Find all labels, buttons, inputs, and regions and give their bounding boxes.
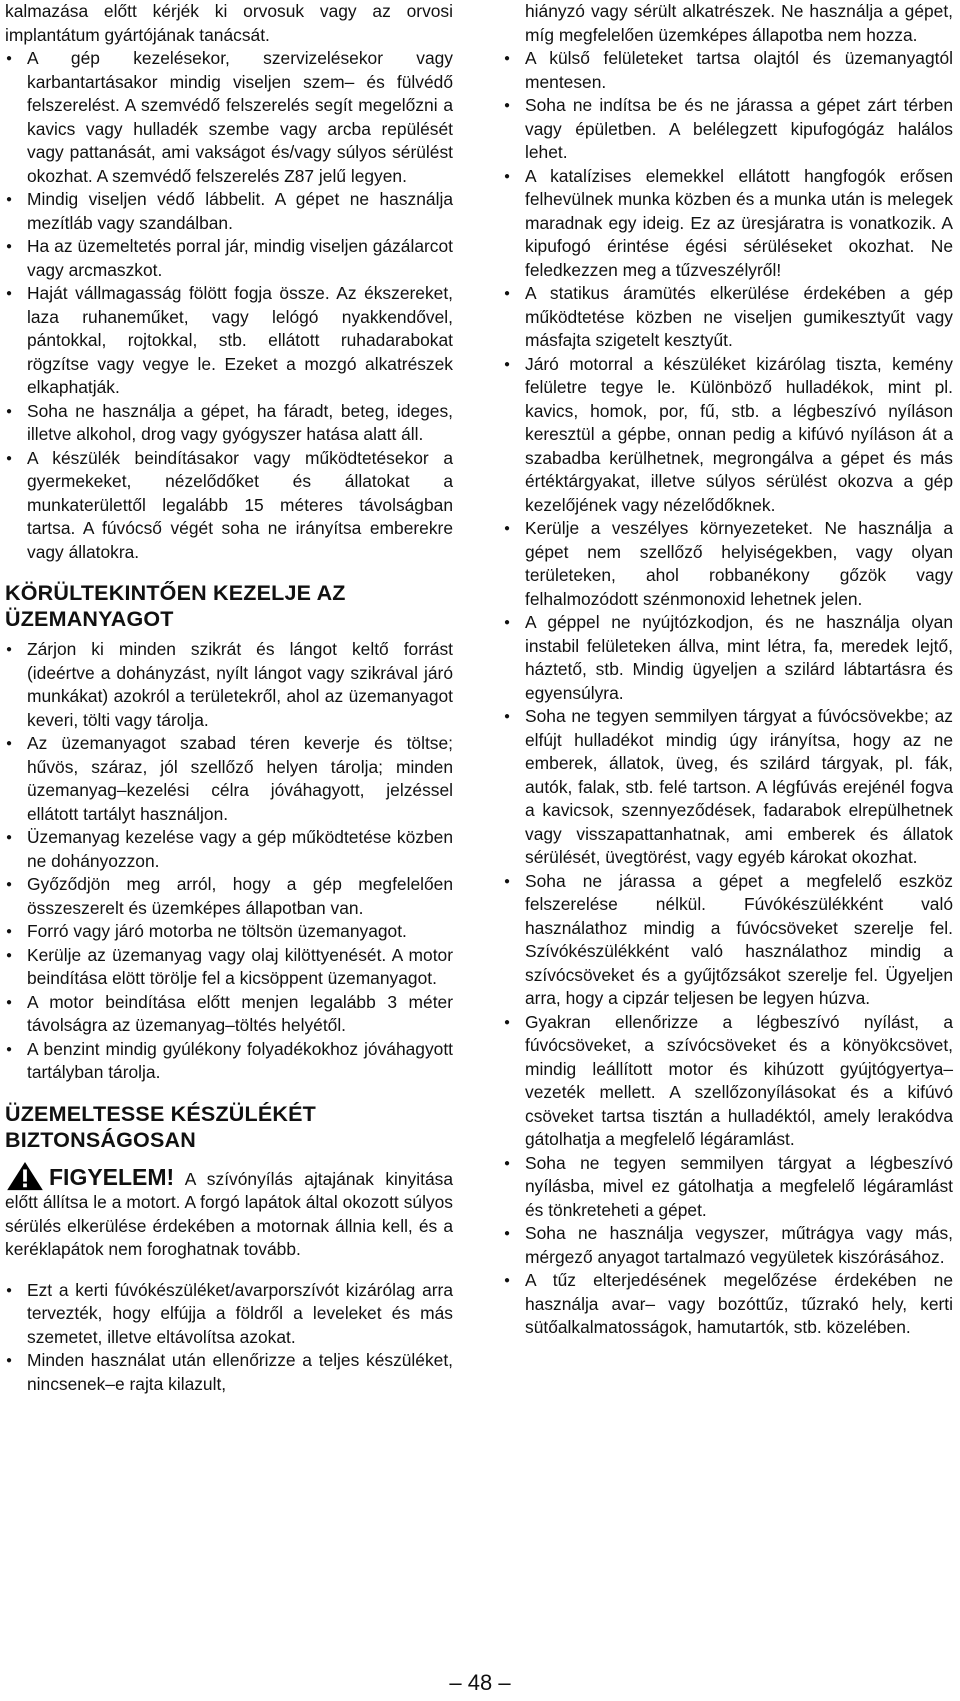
left-column bbox=[5, 0, 453, 1396]
right-column bbox=[503, 0, 953, 1340]
list-item: ● Győződjön meg arról, hogy a gép megfelelően összeszerelt és üzemképes állapotban van. bbox=[5, 873, 453, 920]
list-item: ● Az üzemanyagot szabad téren keverje és töltse; hűvös, száraz, jól szellőző helyen tárolja; minden üzemanyag–kezelési célra jóváhagyott, jelzéssel ellátott tartályt használjon. bbox=[5, 732, 453, 826]
list-item: ● Üzemanyag kezelése vagy a gép működtetése közben ne dohányozzon. bbox=[5, 826, 453, 873]
list-item: ● Zárjon ki minden szikrát és lángot keltő forrást (ideértve a dohányzást, nyílt lángot vagy szikrával járó munkákat) azokról a területekről, ahol az üzemanyagot keveri, tölti vagy tárolja. bbox=[5, 638, 453, 732]
list-item: ● Ezt a kerti fúvókészüléket/avarporszívót kizárólag arra tervezték, hogy elfújja a földről a leveleket és más szemetet, illetve eltávolítsa azokat. bbox=[5, 1279, 453, 1350]
list-item: ● A motor beindítása előtt menjen legalább 3 méter távolságra az üzemanyag–töltés helyétől. bbox=[5, 991, 453, 1038]
warning-paragraph bbox=[5, 1161, 453, 1262]
bullet-list-right bbox=[503, 47, 953, 1340]
list-item: ● Forró vagy járó motorba ne töltsön üzemanyagot. bbox=[5, 920, 453, 944]
list-item: ● A tűz elterjedésének megelőzése érdekében ne használja avar– vagy bozóttűz, tűzrakó hely, kerti sütőalkalmatosságok, hamutartók, stb. közelében. bbox=[503, 1269, 953, 1340]
section-heading-fuel: KÖRÜLTEKINTŐEN KEZELJE AZ ÜZEMANYAGOT bbox=[5, 581, 346, 631]
bullet-list-safe bbox=[5, 1279, 453, 1397]
list-item: ● A statikus áramütés elkerülése érdekében a gép működtetése közben ne viseljen gumikesztyűt vagy másfajta szigetelt kesztyűt. bbox=[503, 282, 953, 353]
intro-text: kalmazása előtt kérjék ki orvosuk vagy az orvosi implantátum gyártójának tanácsát. bbox=[5, 1, 453, 45]
warning-text: A szívónyílás ajtajának kinyitása előtt állítsa le a motort. A forgó lapátok által okozott súlyos sérülés elkerülése érdekében a motornak állnia kell, és a keréklapátok nem foroghatnak tovább. bbox=[5, 1168, 453, 1259]
list-item: ● A külső felületeket tartsa olajtól és üzemanyagtól mentesen. bbox=[503, 47, 953, 94]
list-item: ● A katalízises elemekkel ellátott hangfogók erősen felhevülnek munka közben és a munka után is melegek maradnak egy ideig. Ez az üresjáratra is vonatkozik. A kipufogó érintése égési sérüléseket okozhat. Ne feledkezzen meg a tűzveszélyről! bbox=[503, 165, 953, 283]
list-item: ● Soha ne használja a gépet, ha fáradt, beteg, ideges, illetve alkohol, drog vagy gyógyszer hatása alatt áll. bbox=[5, 400, 453, 447]
list-item: ● Soha ne tegyen semmilyen tárgyat a fúvócsövekbe; az elfújt hulladékot mindig úgy irányítsa, hogy az ne emberek, állatok, üveg, és szilárd tárgyak, pl. fák, autók, falak, stb. felé tartson. A légfúvás erejénél fogva a kavicsok, szennyeződések, fadarabok elrepülhetnek vagy visszapattanhatnak, ami emberek és állatok sérülését, üvegtörést, vagy egyéb károkat okozhat. bbox=[503, 705, 953, 870]
list-item: ● A géppel ne nyújtózkodjon, és ne használja olyan instabil felületeken állva, mint létra, fa, meredek lejtő, háztető, stb. Mindig ügyeljen a szilárd lábtartásra és egyensúlyra. bbox=[503, 611, 953, 705]
list-item: ● Ha az üzemeltetés porral jár, mindig viseljen gázálarcot vagy arcmaszkot. bbox=[5, 235, 453, 282]
list-item: ● A gép kezelésekor, szervizelésekor vagy karbantartásakor mindig viseljen szem– és fülvédő felszerelést. A szemvédő felszerelés segít megelőzni a kavics vagy hulladék szembe vagy arcba repülését vagy pattanását, ami vakságot és/vagy súlyos sérülést okozhat. A szemvédő felszerelés Z87 jelű legyen. bbox=[5, 47, 453, 188]
section-heading-safe-operation: ÜZEMELTESSE KÉSZÜLÉKÉT BIZTONSÁGOSAN bbox=[5, 1101, 316, 1152]
list-item: ● Kerülje az üzemanyag vagy olaj kilöttyenését. A motor beindítása elött törölje fel a kicsöppent üzemanyagot. bbox=[5, 944, 453, 991]
warning-label: FIGYELEM! bbox=[49, 1163, 175, 1190]
bullet-list-protection bbox=[5, 47, 453, 564]
page-number: – 48 – bbox=[449, 1670, 511, 1695]
list-item: ● Soha ne használja vegyszer, műtrágya vagy más, mérgező anyagot tartalmazó vegyületek kiszórásához. bbox=[503, 1222, 953, 1269]
list-item: ● Haját vállmagasság fölött fogja össze. Az ékszereket, laza ruhaneműket, vagy lelógó nyakkendővel, pántokkal, rojtokkal, stb. ellátott ruhadarabokat rögzítse vagy vegye le. Ezeket a mozgó alkatrészek elkaphatják. bbox=[5, 282, 453, 400]
list-item: ● Járó motorral a készüléket kizárólag tiszta, kemény felületre tegye le. Különböző hulladékok, mint pl. kavics, homok, por, fű, stb. a légbeszívó nyíláson keresztül a gépbe, onnan pedig a kifúvó nyíláson át a szabadba kerülhetnek, megrongálva a gépet és más értéktárgyakat, illetve súlyos sérülést okozva a gép kezelőjének vagy nézelődőknek. bbox=[503, 353, 953, 518]
list-item: ● Kerülje a veszélyes környezeteket. Ne használja a gépet nem szellőző helyiségekben, vagy olyan területeken, ahol robbanékony gőzök vagy felhalmozódott szénmonoxid lehetnek jelen. bbox=[503, 517, 953, 611]
list-item: ● Gyakran ellenőrizze a légbeszívó nyílást, a fúvócsöveket, a szívócsöveket és a könyökcsövet, mindig leállított motor és kihúzott gyújtógyertya–vezeték mellett. A szellőzonyílásokat és a kifúvó csöveket tartsa tisztán a hulladéktól, amely lerakódva gátolhatja a megfelelő légáramlást. bbox=[503, 1011, 953, 1152]
list-item: ● Soha ne indítsa be és ne járassa a gépet zárt térben vagy épületben. A belélegzett kipufogógáz halálos lehet. bbox=[503, 94, 953, 165]
list-item: ● Minden használat után ellenőrizze a teljes készüléket, nincsenek–e rajta kilazult, bbox=[5, 1349, 453, 1396]
list-item: ● Soha ne tegyen semmilyen tárgyat a légbeszívó nyílásba, mivel ez gátolhatja a megfelelő légáramlást és tönkreteheti a gépet. bbox=[503, 1152, 953, 1223]
continuation-text: hiányzó vagy sérült alkatrészek. Ne használja a gépet, míg megfelelően üzemképes állapotba nem hozza. bbox=[525, 1, 953, 45]
list-item: ● Mindig viseljen védő lábbelit. A gépet ne használja mezítláb vagy szandálban. bbox=[5, 188, 453, 235]
warning-triangle-icon bbox=[5, 1161, 45, 1191]
list-item: ● A készülék beindításakor vagy működtetésekor a gyermekeket, nézelődőket és állatokat a munkaterülettől legalább 15 méteres távolságban tartsa. A fúvócső végét soha ne irányítsa emberekre vagy állatokra. bbox=[5, 447, 453, 565]
list-item: ● Soha ne járassa a gépet a megfelelő eszköz felszerelése nélkül. Fúvókészülékként való használathoz mindig a fúvócsöveket szerelje fel. Szívókészülékként való használathoz mindig a szívócsöveket és a gyűjtőzsákot szerelje fel. Ügyeljen arra, hogy a cipzár teljesen be legyen húzva. bbox=[503, 870, 953, 1011]
bullet-list-fuel bbox=[5, 638, 453, 1085]
list-item: ● A benzint mindig gyúlékony folyadékokhoz jóváhagyott tartályban tárolja. bbox=[5, 1038, 453, 1085]
